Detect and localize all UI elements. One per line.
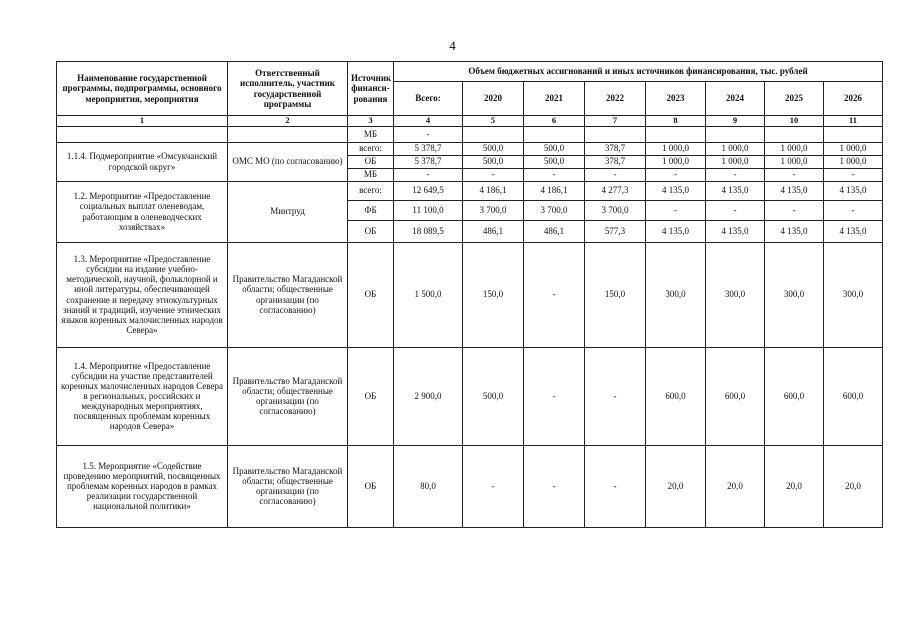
value-cell: - <box>765 168 824 181</box>
value-cell: 5 378,7 <box>394 155 463 168</box>
value-cell: 4 277,3 <box>585 181 646 200</box>
value-cell: - <box>463 168 524 181</box>
value-cell: 486,1 <box>463 220 524 242</box>
value-cell: 378,7 <box>585 142 646 155</box>
value-cell: 1 000,0 <box>765 155 824 168</box>
value-cell: 4 135,0 <box>706 181 765 200</box>
column-number: 9 <box>706 116 765 127</box>
value-cell: 600,0 <box>706 347 765 445</box>
value-cell: - <box>463 445 524 527</box>
value-cell: 378,7 <box>585 155 646 168</box>
value-cell: 1 000,0 <box>646 155 706 168</box>
activity-name: 1.5. Мероприятие «Содействие проведению мероприятий, посвященных проблемам коренных народов в рамках реализации государственной национальной политики» <box>57 445 228 527</box>
value-cell: 300,0 <box>765 242 824 347</box>
value-cell: 500,0 <box>463 347 524 445</box>
column-number: 2 <box>228 116 348 127</box>
value-cell: 1 500,0 <box>394 242 463 347</box>
value-cell: 1 000,0 <box>765 142 824 155</box>
value-cell: 3 700,0 <box>463 200 524 220</box>
value-cell: - <box>824 168 883 181</box>
value-cell: 20,0 <box>824 445 883 527</box>
value-cell: 5 378,7 <box>394 142 463 155</box>
value-cell: - <box>394 126 463 142</box>
source-cell: ФБ <box>348 200 394 220</box>
value-cell: 300,0 <box>706 242 765 347</box>
value-cell: 3 700,0 <box>585 200 646 220</box>
value-cell: - <box>585 347 646 445</box>
column-number: 4 <box>394 116 463 127</box>
table-row <box>57 347 883 445</box>
value-cell: 20,0 <box>646 445 706 527</box>
budget-table <box>56 61 883 528</box>
source-cell: ОБ <box>348 220 394 242</box>
source-cell: ОБ <box>348 445 394 527</box>
header-year: 2023 <box>646 82 706 116</box>
value-cell: 1 000,0 <box>706 155 765 168</box>
activity-name: 1.4. Мероприятие «Предоставление субсидии на участие представителей коренных малочисленных народов Севера в региональных, российских и международных мероприятиях, посвященных проблемам коренных народов Севера» <box>57 347 228 445</box>
value-cell: 300,0 <box>646 242 706 347</box>
header-name: Наименование государственной программы, подпрограммы, основного мероприятия, мероприятия <box>57 62 228 116</box>
value-cell: 1 000,0 <box>824 155 883 168</box>
activity-name: 1.3. Мероприятие «Предоставление субсидии на издание учебно-методической, научной, фольклорной и иной литературы, обеспечивающей сохранение и передачу этнокультурных знаний и традиций, изучение этнических языков коренных малочисленных народов Севера» <box>57 242 228 347</box>
header-year: 2024 <box>706 82 765 116</box>
value-cell: 500,0 <box>463 142 524 155</box>
value-cell: 150,0 <box>585 242 646 347</box>
header-year: 2022 <box>585 82 646 116</box>
source-cell: ОБ <box>348 347 394 445</box>
value-cell: 11 100,0 <box>394 200 463 220</box>
value-cell: - <box>765 200 824 220</box>
header-year: 2020 <box>463 82 524 116</box>
value-cell: - <box>706 168 765 181</box>
source-cell: ОБ <box>348 242 394 347</box>
table-row <box>57 142 883 155</box>
column-number: 10 <box>765 116 824 127</box>
header-total: Всего: <box>394 82 463 116</box>
value-cell: - <box>524 168 585 181</box>
value-cell: - <box>824 200 883 220</box>
column-number: 7 <box>585 116 646 127</box>
header-source: Источник финанси-рования <box>348 62 394 116</box>
value-cell: 4 135,0 <box>765 220 824 242</box>
table-row <box>57 445 883 527</box>
source-cell: МБ <box>348 168 394 181</box>
value-cell: 80,0 <box>394 445 463 527</box>
value-cell: 2 900,0 <box>394 347 463 445</box>
value-cell: 500,0 <box>463 155 524 168</box>
value-cell: 600,0 <box>824 347 883 445</box>
header-year: 2025 <box>765 82 824 116</box>
table-row <box>57 242 883 347</box>
responsible-cell: Правительство Магаданской области; общественные организации (по согласованию) <box>228 445 348 527</box>
responsible-cell: Правительство Магаданской области; общественные организации (по согласованию) <box>228 242 348 347</box>
value-cell: 4 186,1 <box>463 181 524 200</box>
value-cell: 18 089,5 <box>394 220 463 242</box>
column-number: 5 <box>463 116 524 127</box>
source-cell: ОБ <box>348 155 394 168</box>
value-cell: 600,0 <box>765 347 824 445</box>
source-cell: МБ <box>348 126 394 142</box>
value-cell: - <box>524 242 585 347</box>
source-cell: всего: <box>348 181 394 200</box>
header-row-1 <box>57 62 883 82</box>
value-cell: 150,0 <box>463 242 524 347</box>
value-cell: 20,0 <box>765 445 824 527</box>
value-cell: 300,0 <box>824 242 883 347</box>
value-cell: - <box>524 445 585 527</box>
table-row <box>57 126 883 142</box>
value-cell: 4 135,0 <box>646 181 706 200</box>
value-cell: 577,3 <box>585 220 646 242</box>
value-cell: 500,0 <box>524 155 585 168</box>
column-number: 3 <box>348 116 394 127</box>
activity-name: 1.1.4. Подмероприятие «Омсукчанский городской округ» <box>57 142 228 181</box>
value-cell: 3 700,0 <box>524 200 585 220</box>
value-cell: - <box>706 200 765 220</box>
value-cell: - <box>646 168 706 181</box>
value-cell: 1 000,0 <box>824 142 883 155</box>
value-cell: - <box>646 200 706 220</box>
responsible-cell: ОМС МО (по согласованию) <box>228 142 348 181</box>
value-cell: 4 135,0 <box>765 181 824 200</box>
value-cell: - <box>394 168 463 181</box>
value-cell: 12 649,5 <box>394 181 463 200</box>
value-cell: 500,0 <box>524 142 585 155</box>
value-cell: 4 135,0 <box>824 220 883 242</box>
header-year: 2021 <box>524 82 585 116</box>
value-cell: 600,0 <box>646 347 706 445</box>
value-cell: 20,0 <box>706 445 765 527</box>
value-cell: 1 000,0 <box>706 142 765 155</box>
header-responsible: Ответственный исполнитель, участник государственной программы <box>228 62 348 116</box>
activity-name: 1.2. Мероприятие «Предоставление социальных выплат оленеводам, работающим в оленеводческих хозяйствах» <box>57 181 228 242</box>
value-cell: 4 186,1 <box>524 181 585 200</box>
page-number: 4 <box>449 38 456 53</box>
value-cell: 1 000,0 <box>646 142 706 155</box>
column-number: 1 <box>57 116 228 127</box>
source-cell: всего: <box>348 142 394 155</box>
value-cell: 486,1 <box>524 220 585 242</box>
value-cell: - <box>585 168 646 181</box>
column-number: 6 <box>524 116 585 127</box>
column-number: 11 <box>824 116 883 127</box>
responsible-cell: Минтруд <box>228 181 348 242</box>
value-cell: 4 135,0 <box>646 220 706 242</box>
table-row <box>57 181 883 200</box>
header-year: 2026 <box>824 82 883 116</box>
responsible-cell: Правительство Магаданской области; общественные организации (по согласованию) <box>228 347 348 445</box>
value-cell: - <box>524 347 585 445</box>
value-cell: - <box>585 445 646 527</box>
column-number: 8 <box>646 116 706 127</box>
value-cell: 4 135,0 <box>706 220 765 242</box>
header-volume: Объем бюджетных ассигнований и иных источников финансирования, тыс. рублей <box>394 62 883 82</box>
column-number-row <box>57 116 883 127</box>
value-cell: 4 135,0 <box>824 181 883 200</box>
